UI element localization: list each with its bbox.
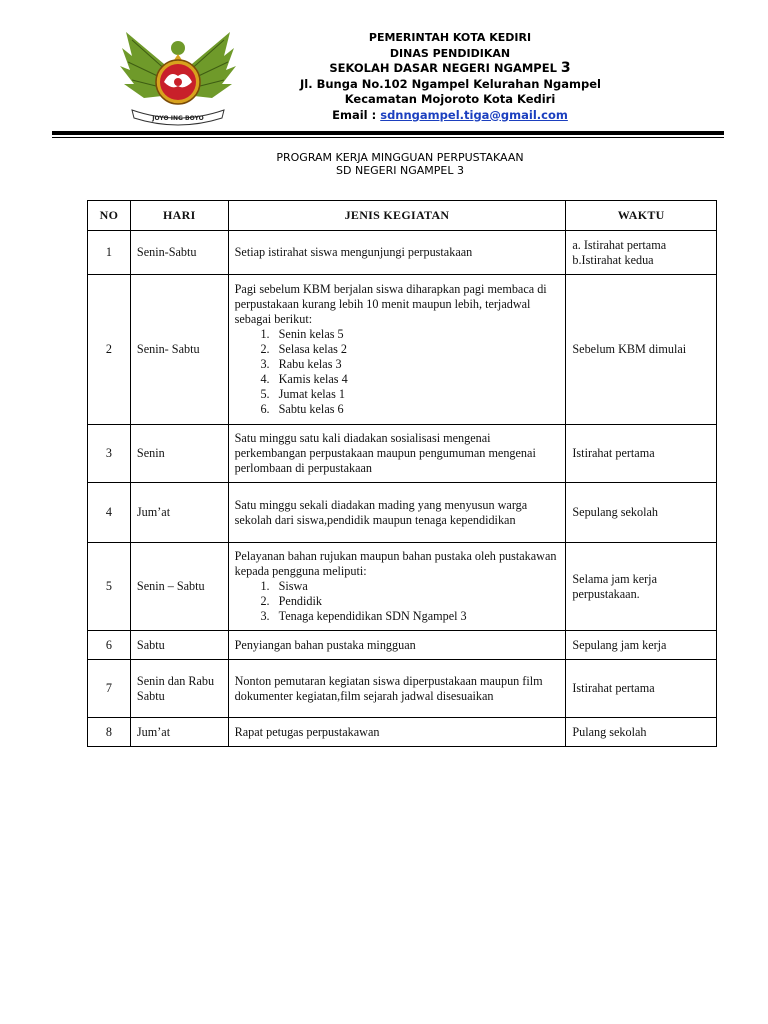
cell-no: 1 [88, 231, 131, 275]
list-item: 4. Kamis kelas 4 [273, 372, 560, 387]
cell-hari: Senin-Sabtu [130, 231, 228, 275]
program-table [87, 200, 717, 747]
cell-hari: Jum’at [130, 483, 228, 543]
table-row [88, 543, 717, 631]
letterhead-divider [52, 131, 724, 135]
waktu-b: b.Istirahat kedua [572, 252, 654, 267]
school-email [300, 108, 600, 124]
list-item: 2. Selasa kelas 2 [273, 342, 560, 357]
table-row [88, 660, 717, 718]
list-item: 2. Pendidik [273, 594, 560, 609]
kegiatan-text: Pelayanan bahan rujukan maupun bahan pustaka oleh pustakawan kepada pengguna meliputi: [234, 549, 557, 578]
user-list [235, 579, 560, 624]
class-schedule-list [235, 327, 560, 417]
table-header-row [88, 201, 717, 231]
cell-waktu: Sepulang sekolah [566, 483, 717, 543]
cell-waktu: Sebelum KBM dimulai [566, 275, 717, 425]
cell-waktu: Istirahat pertama [566, 425, 717, 483]
list-item: 5. Jumat kelas 1 [273, 387, 560, 402]
table-row [88, 483, 717, 543]
school-district: Kecamatan Mojoroto Kota Kediri [344, 92, 556, 106]
list-item: 1. Senin kelas 5 [273, 327, 560, 342]
header-no: NO [88, 201, 131, 231]
letterhead-divider-thin [52, 137, 724, 138]
cell-waktu: Pulang sekolah [566, 718, 717, 747]
table-row [88, 275, 717, 425]
cell-waktu: Istirahat pertama [566, 660, 717, 718]
cell-hari: Jum’at [130, 718, 228, 747]
header-hari: HARI [130, 201, 228, 231]
cell-no: 3 [88, 425, 131, 483]
cell-hari: Sabtu [130, 631, 228, 660]
header-jenis-kegiatan: JENIS KEGIATAN [228, 201, 566, 231]
cell-waktu [566, 231, 717, 275]
cell-waktu: Selama jam kerja perpustakaan. [566, 543, 717, 631]
list-item: 1. Siswa [273, 579, 560, 594]
cell-hari: Senin – Sabtu [130, 543, 228, 631]
cell-hari: Senin- Sabtu [130, 275, 228, 425]
header-waktu: WAKTU [566, 201, 717, 231]
title-line-2: SD NEGERI NGAMPEL 3 [336, 164, 464, 177]
school-address: Jl. Bunga No.102 Ngampel Kelurahan Ngampel [300, 76, 601, 91]
email-link[interactable]: sdnngampel.tiga@gmail.com [380, 107, 568, 122]
cell-no: 7 [88, 660, 131, 718]
document-title [200, 151, 600, 177]
logo-motto: JOYO ING BOYO [152, 115, 204, 122]
cell-kegiatan [228, 275, 566, 425]
cell-kegiatan: Penyiangan bahan pustaka mingguan [228, 631, 566, 660]
list-item: 3. Rabu kelas 3 [273, 357, 560, 372]
department-name: DINAS PENDIDIKAN [389, 46, 511, 60]
kediri-emblem-logo [118, 26, 238, 130]
school-name: SEKOLAH DASAR NEGERI NGAMPEL 3 [329, 60, 571, 76]
cell-hari: Senin dan Rabu Sabtu [130, 660, 228, 718]
cell-kegiatan: Rapat petugas perpustakawan [228, 718, 566, 747]
cell-kegiatan [228, 543, 566, 631]
table-row [88, 631, 717, 660]
list-item: 6. Sabtu kelas 6 [273, 402, 560, 417]
table-row [88, 718, 717, 747]
government-name: PEMERINTAH KOTA KEDIRI [368, 31, 532, 44]
table-row [88, 231, 717, 275]
cell-waktu: Sepulang jam kerja [566, 631, 717, 660]
title-line-1: PROGRAM KERJA MINGGUAN PERPUSTAKAAN [276, 151, 524, 164]
email-label: Email : [332, 107, 377, 122]
waktu-a: a. Istirahat pertama [572, 237, 667, 252]
list-item: 3. Tenaga kependidikan SDN Ngampel 3 [273, 609, 560, 624]
cell-hari: Senin [130, 425, 228, 483]
cell-no: 4 [88, 483, 131, 543]
letterhead [300, 30, 600, 123]
cell-no: 8 [88, 718, 131, 747]
cell-kegiatan: Setiap istirahat siswa mengunjungi perpustakaan [228, 231, 566, 275]
cell-no: 5 [88, 543, 131, 631]
cell-no: 6 [88, 631, 131, 660]
cell-no: 2 [88, 275, 131, 425]
cell-kegiatan: Satu minggu sekali diadakan mading yang menyusun warga sekolah dari siswa,pendidik maupun tenaga kependidikan [228, 483, 566, 543]
table-row [88, 425, 717, 483]
kegiatan-text: Pagi sebelum KBM berjalan siswa diharapkan pagi membaca di perpustakaan kurang lebih 10 menit maupun lebih, terjadwal sebagai berikut: [234, 282, 547, 326]
cell-kegiatan: Nonton pemutaran kegiatan siswa diperpustakaan maupun film dokumenter kegiatan,film sejarah jadwal disesuaikan [228, 660, 566, 718]
cell-kegiatan: Satu minggu satu kali diadakan sosialisasi mengenai perkembangan perpustakaan maupun pengumuman mengenai perlombaan di perpustakaan [228, 425, 566, 483]
